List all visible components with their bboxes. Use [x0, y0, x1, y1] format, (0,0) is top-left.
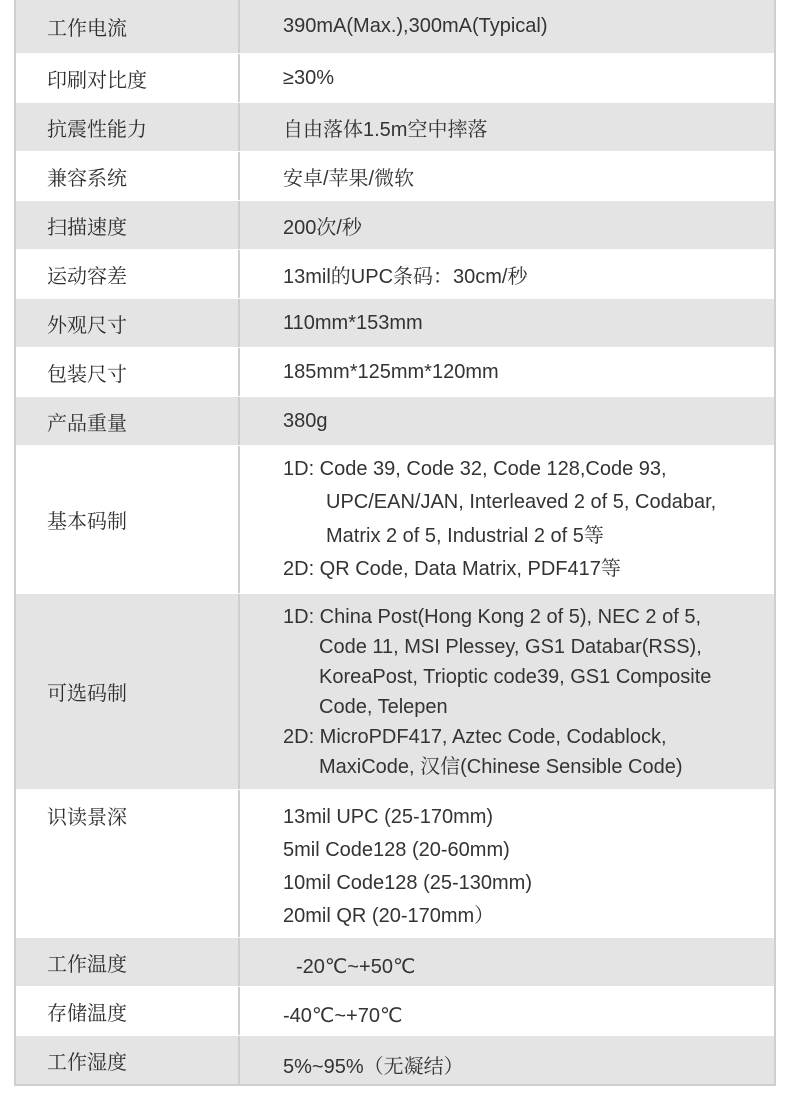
spec-label: 产品重量 [16, 397, 240, 445]
spec-label: 包装尺寸 [16, 348, 240, 396]
code-line: 2D: QR Code, Data Matrix, PDF417等 [283, 558, 621, 580]
spec-row-package-size [16, 347, 774, 396]
spec-row-working-current [16, 0, 774, 53]
depth-line: 20mil QR (20-170mm） [283, 904, 495, 927]
spec-label: 外观尺寸 [16, 299, 240, 347]
code-line: UPC/EAN/JAN, Interleaved 2 of 5, Codabar, [326, 491, 717, 513]
spec-row-dimensions [16, 298, 774, 347]
spec-value: 自由落体1.5m空中摔落 [283, 118, 488, 141]
spec-value: 5%~95%（无凝结） [283, 1055, 464, 1078]
spec-value: ≥30% [283, 66, 335, 89]
spec-value: 390mA(Max.),300mA(Typical) [283, 15, 548, 37]
spec-row-weight [16, 396, 774, 445]
spec-row-motion-tolerance [16, 249, 774, 298]
spec-row-scan-speed [16, 200, 774, 249]
spec-row-working-temperature [16, 937, 774, 986]
spec-label: 工作电流 [16, 0, 240, 53]
spec-label: 存储温度 [16, 987, 240, 1035]
spec-value: 380g [283, 409, 328, 432]
code-line: KoreaPost, Trioptic code39, GS1 Composite [319, 665, 712, 688]
spec-label: 工作湿度 [16, 1036, 240, 1084]
code-line: 2D: MicroPDF417, Aztec Code, Codablock, [283, 725, 667, 748]
spec-label: 识读景深 [16, 790, 240, 937]
spec-table [14, 0, 776, 1086]
spec-row-optional-codes [16, 593, 774, 789]
code-line: 1D: Code 39, Code 32, Code 128,Code 93, [283, 457, 667, 480]
spec-value-block [240, 446, 774, 593]
spec-row-depth-of-field [16, 789, 774, 937]
spec-value: 13mil的UPC条码：30cm/秒 [283, 265, 528, 288]
spec-label: 基本码制 [16, 446, 240, 593]
spec-label: 扫描速度 [16, 201, 240, 249]
code-line: Code 11, MSI Plessey, GS1 Databar(RSS), [319, 635, 702, 658]
spec-row-basic-codes [16, 445, 774, 593]
spec-label: 抗震性能力 [16, 103, 240, 151]
spec-row-print-contrast [16, 53, 774, 102]
depth-line: 13mil UPC (25-170mm) [283, 805, 494, 828]
spec-label: 印刷对比度 [16, 54, 240, 102]
depth-line: 10mil Code128 (25-130mm) [283, 871, 533, 894]
depth-line: 5mil Code128 (20-60mm) [283, 838, 510, 861]
spec-label: 可选码制 [16, 594, 240, 789]
spec-row-storage-temperature [16, 986, 774, 1035]
spec-label: 工作温度 [16, 938, 240, 986]
code-line: 1D: China Post(Hong Kong 2 of 5), NEC 2 of 5, [283, 605, 701, 628]
spec-value: 110mm*153mm [283, 311, 423, 334]
spec-value-block [240, 790, 774, 937]
spec-value: -20℃~+50℃ [296, 955, 416, 978]
spec-row-working-humidity [16, 1035, 774, 1084]
spec-value: 200次/秒 [283, 216, 362, 239]
spec-value: -40℃~+70℃ [283, 1004, 403, 1027]
code-line: Code, Telepen [319, 695, 448, 718]
spec-row-shock-resistance [16, 102, 774, 151]
spec-label: 运动容差 [16, 250, 240, 298]
spec-row-compatible-systems [16, 151, 774, 200]
code-line: Matrix 2 of 5, Industrial 2 of 5等 [326, 524, 604, 547]
spec-value-block [240, 594, 774, 789]
spec-label: 兼容系统 [16, 152, 240, 200]
spec-value: 185mm*125mm*120mm [283, 360, 499, 383]
code-line: MaxiCode, 汉信(Chinese Sensible Code) [319, 755, 683, 778]
spec-value: 安卓/苹果/微软 [283, 167, 415, 190]
